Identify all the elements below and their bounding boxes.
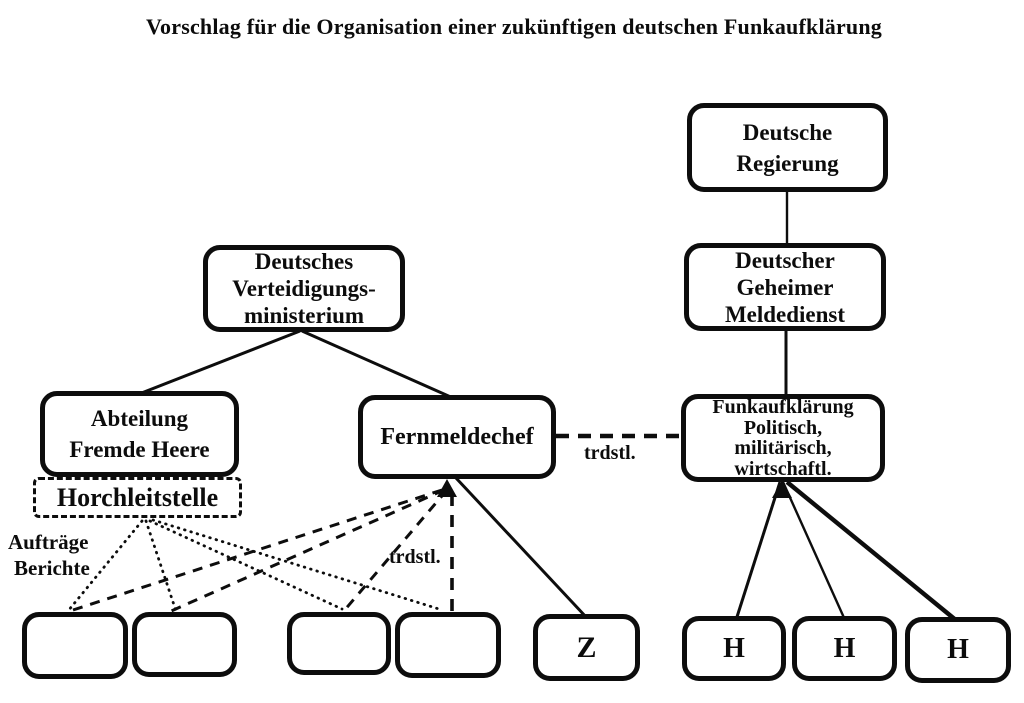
node-label-line: wirtschaftl. [734, 457, 832, 480]
node-label-line: militärisch, [734, 437, 832, 459]
node-label-line: Abteilung [90, 406, 189, 431]
node-horchleitstelle [33, 477, 242, 518]
edge-label-berichte: Berichte [14, 556, 90, 580]
node-h-station-2 [792, 616, 897, 681]
node-station-1 [22, 612, 128, 679]
edge-horch-station2-dotted [146, 521, 176, 611]
edge-label-trdstl-right: trdstl. [584, 442, 636, 464]
node-label-line: H [723, 632, 745, 664]
node-h-station-1 [682, 616, 786, 681]
edge-funk-h3 [787, 482, 957, 621]
node-station-2 [132, 612, 237, 677]
node-station-3 [287, 612, 391, 675]
node-label-line: Deutsche [742, 119, 833, 145]
edge-funk-h1 [736, 482, 780, 620]
node-label-line: Deutsches [254, 249, 354, 274]
node-label-line: Horchleitstelle [56, 482, 219, 512]
node-label-line: Z [576, 630, 597, 664]
node-label-line: Meldedienst [724, 301, 846, 327]
edge-label-trdstl-center: trdstl. [389, 546, 441, 568]
node-label-line: Fremde Heere [69, 437, 210, 462]
node-label-line: ministerium [243, 303, 365, 328]
node-label-line: Deutscher [735, 247, 835, 273]
node-label-line: Politisch, [743, 416, 823, 439]
node-z-station [533, 614, 640, 681]
node-deutsche-regierung [687, 103, 888, 192]
node-geheimer-meldedienst [684, 243, 886, 331]
node-funkaufklaerung [681, 394, 885, 482]
edge-horch-station3-dotted [150, 521, 342, 609]
node-label-line: Regierung [736, 150, 839, 176]
node-h-station-3 [905, 617, 1011, 683]
arrowhead-into-fernmeldechef [437, 479, 457, 497]
node-label-line: H [833, 632, 856, 664]
node-verteidigungsministerium [203, 245, 405, 332]
edge-ministerium-fernmeldechef [302, 331, 453, 398]
node-label-line: H [947, 634, 969, 665]
node-fernmeldechef [358, 395, 556, 479]
node-abteilung-fremde-heere [40, 391, 239, 477]
edge-ministerium-abteilung [139, 331, 300, 394]
node-label-line: Geheimer [736, 274, 834, 300]
node-label-line: Funkaufklärung [712, 396, 854, 418]
diagram-title: Vorschlag für die Organisation einer zukünftigen deutschen Funkaufklärung [145, 14, 883, 39]
edge-label-auftraege: Aufträge [8, 530, 89, 554]
edge-fernmeldechef-z [456, 478, 587, 618]
node-station-4 [395, 612, 501, 678]
node-label-line: Fernmeldechef [380, 424, 534, 450]
node-label-line: Verteidigungs- [232, 276, 376, 301]
